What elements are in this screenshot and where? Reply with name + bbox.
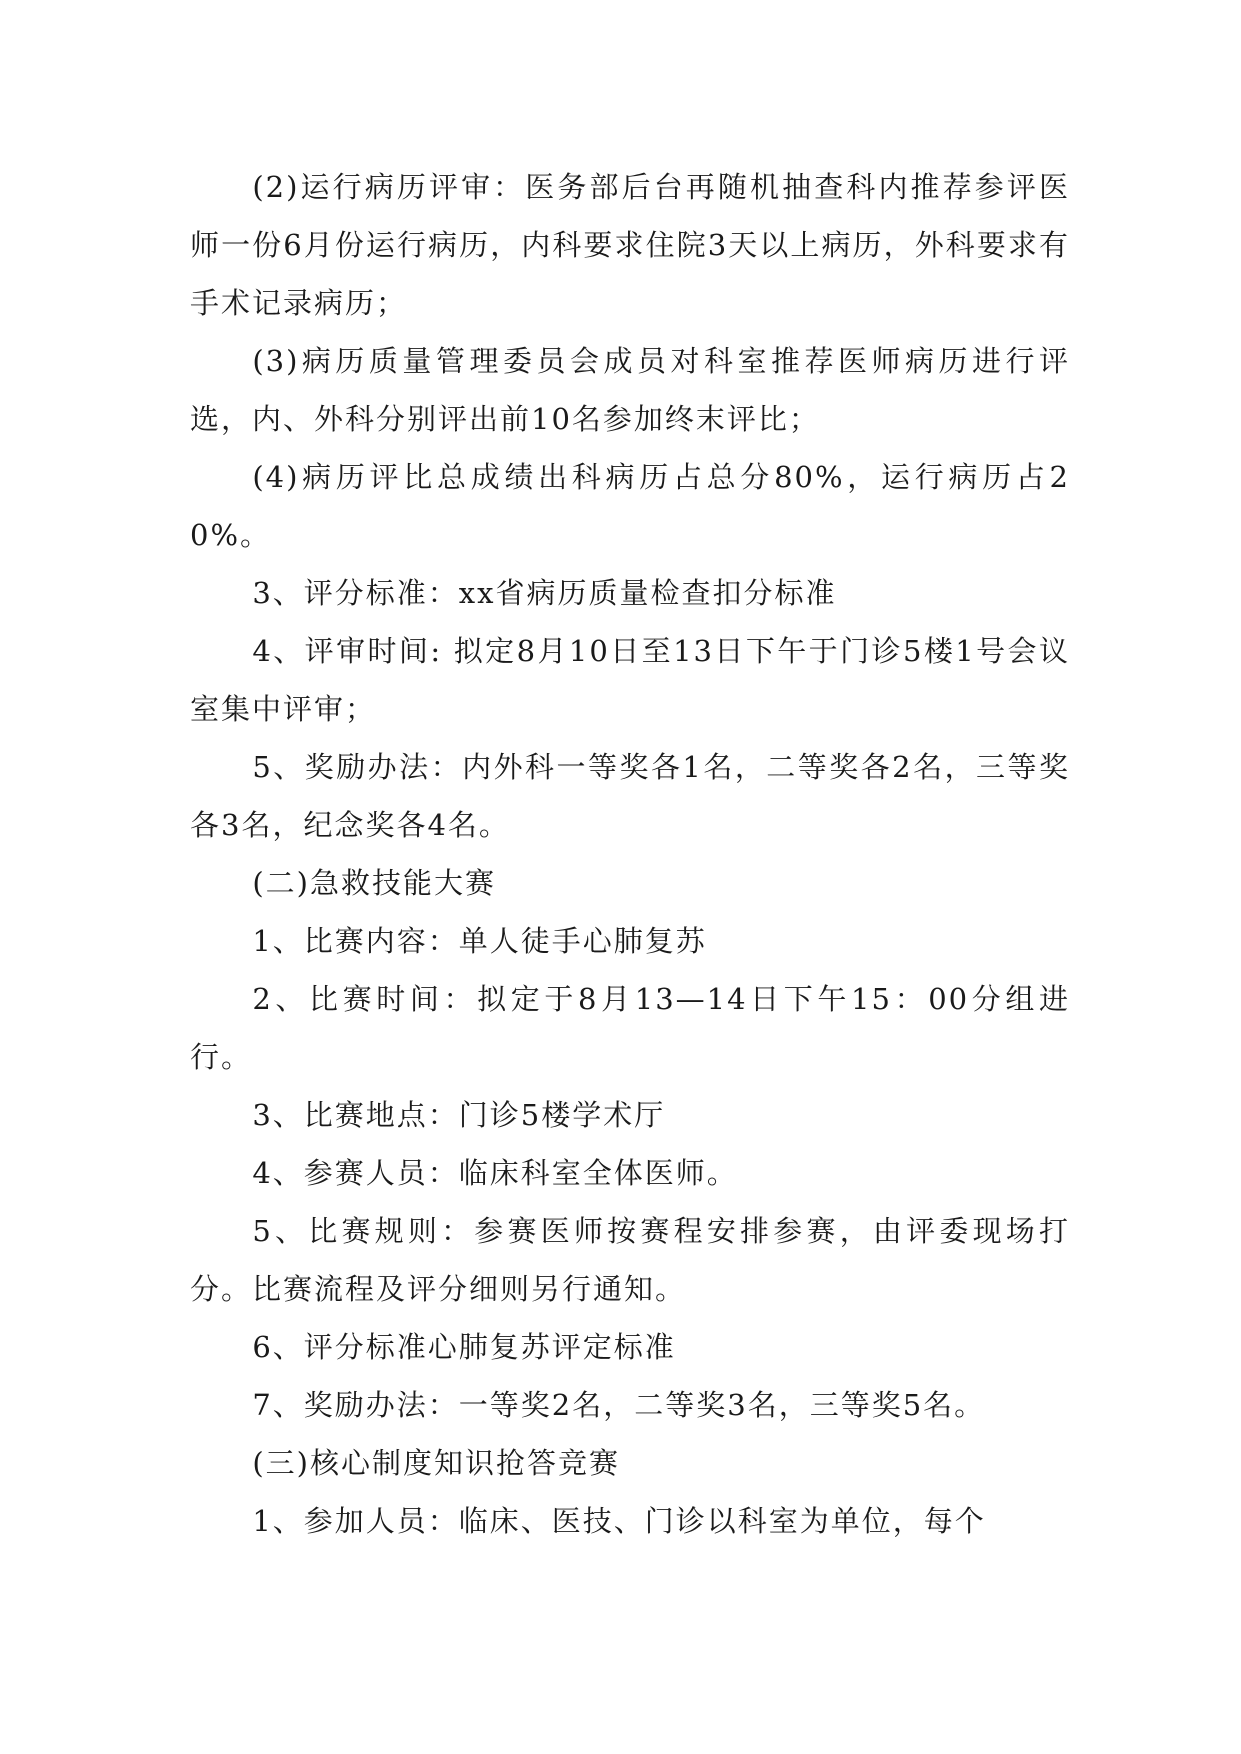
paragraph-score-weighting: (4)病历评比总成绩出科病历占总分80%，运行病历占20%。 [190, 460, 1070, 552]
paragraph-contest-rules: 5、比赛规则：参赛医师按赛程安排参赛，由评委现场打分。比赛流程及评分细则另行通知。 [190, 1214, 1070, 1306]
paragraph-participants: 4、参赛人员：临床科室全体医师。 [252, 1156, 738, 1190]
paragraph-quiz-participants: 1、参加人员：临床、医技、门诊以科室为单位，每个 [252, 1504, 986, 1538]
paragraph-scoring-standard: 3、评分标准：xx省病历质量检查扣分标准 [252, 576, 837, 610]
section-heading-first-aid-contest: (二)急救技能大赛 [252, 866, 496, 900]
paragraph-reward-method: 5、奖励办法：内外科一等奖各1名，二等奖各2名，三等奖各3名，纪念奖各4名。 [190, 750, 1070, 842]
section-heading-core-system-quiz: (三)核心制度知识抢答竞赛 [252, 1446, 620, 1480]
paragraph-review-time: 4、评审时间: 拟定8月10日至13日下午于门诊5楼1号会议室集中评审； [190, 634, 1070, 726]
paragraph-contest-location: 3、比赛地点：门诊5楼学术厅 [252, 1098, 666, 1132]
paragraph-contest-time: 2、比赛时间：拟定于8月13—14日下午15：00分组进行。 [190, 982, 1070, 1074]
paragraph-contest-rewards: 7、奖励办法：一等奖2名，二等奖3名，三等奖5名。 [252, 1388, 986, 1422]
paragraph-cpr-standard: 6、评分标准心肺复苏评定标准 [252, 1330, 676, 1364]
document-body [190, 158, 1070, 1550]
paragraph-operating-record-review: (2)运行病历评审：医务部后台再随机抽查科内推荐参评医师一份6月份运行病历，内科要求住院3天以上病历，外科要求有手术记录病历； [190, 170, 1070, 320]
paragraph-committee-selection: (3)病历质量管理委员会成员对科室推荐医师病历进行评选，内、外科分别评出前10名参加终末评比； [190, 344, 1070, 436]
paragraph-contest-content: 1、比赛内容：单人徒手心肺复苏 [252, 924, 707, 958]
